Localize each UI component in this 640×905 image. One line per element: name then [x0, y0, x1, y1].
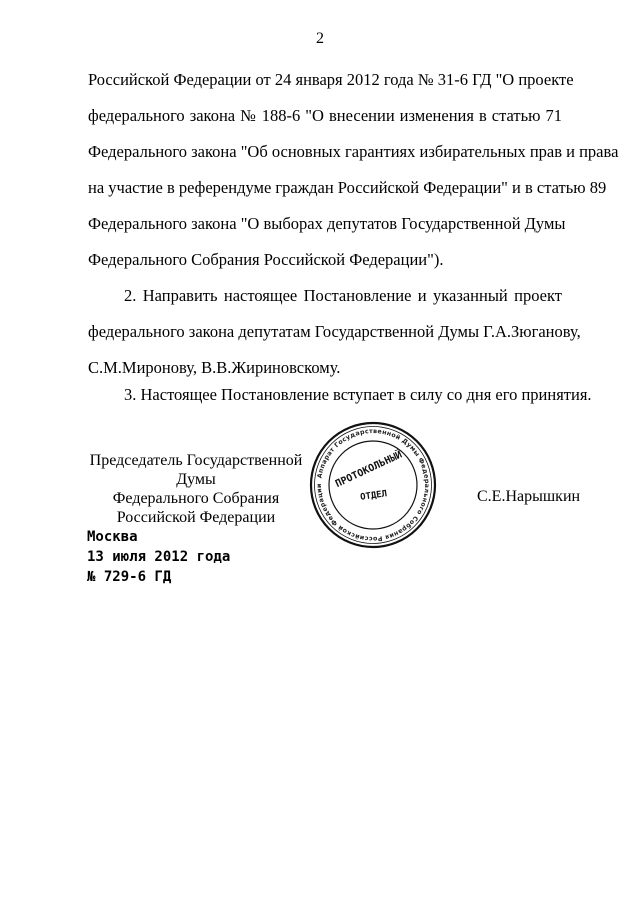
signature-name: С.Е.Нарышкин — [477, 488, 581, 505]
signature-title — [86, 451, 306, 527]
signature-title-line: Российской Федерации — [116, 509, 276, 526]
meta-number: № 729-6 ГД — [87, 569, 172, 585]
paragraph-3 — [88, 377, 592, 413]
paragraph-1-line: Российской Федерации от 24 января 2012 года № 31-6 ГД "О проекте — [88, 70, 574, 89]
paragraph-1 — [88, 62, 619, 278]
meta-date: 13 июля 2012 года — [87, 549, 231, 565]
stamp-inner-top: ПРОТОКОЛЬНЫЙ — [333, 449, 405, 490]
svg-text:Аппарат Государственной Думы Ф — [316, 428, 430, 542]
paragraph-2-line: федерального закона депутатам Государственной Думы Г.А.Зюганову, — [88, 322, 581, 341]
meta-city: Москва — [87, 529, 138, 545]
paragraph-2-line: С.М.Миронову, В.В.Жириновскому. — [88, 358, 341, 377]
paragraph-2-line: 2. Направить настоящее Постановление и указанный проект — [124, 286, 562, 305]
paragraph-1-line: федерального закона № 188-6 "О внесении изменения в статью 71 — [88, 106, 562, 125]
stamp-ring-text: Аппарат Государственной Думы Федерального Собрания Российской Федерации — [315, 427, 431, 543]
signature-title-line: Федерального Собрания — [112, 490, 280, 507]
document-meta — [87, 527, 230, 587]
paragraph-1-line: на участие в референдуме граждан Российской Федерации" и в статью 89 — [88, 178, 607, 197]
paragraph-1-line: Федерального закона "О выборах депутатов Государственной Думы — [88, 214, 566, 233]
page-number: 2 — [316, 30, 324, 47]
official-stamp — [308, 420, 438, 550]
signature-title-line: Председатель Государственной Думы — [89, 452, 303, 488]
stamp-inner-bottom: ОТДЕЛ — [359, 489, 388, 503]
paragraph-1-line: Федерального Собрания Российской Федерации"). — [88, 250, 444, 269]
paragraph-2 — [88, 278, 581, 386]
paragraph-1-line: Федерального закона "Об основных гарантиях избирательных прав и права — [88, 142, 619, 161]
paragraph-3-line: 3. Настоящее Постановление вступает в силу со дня его принятия. — [124, 385, 592, 404]
